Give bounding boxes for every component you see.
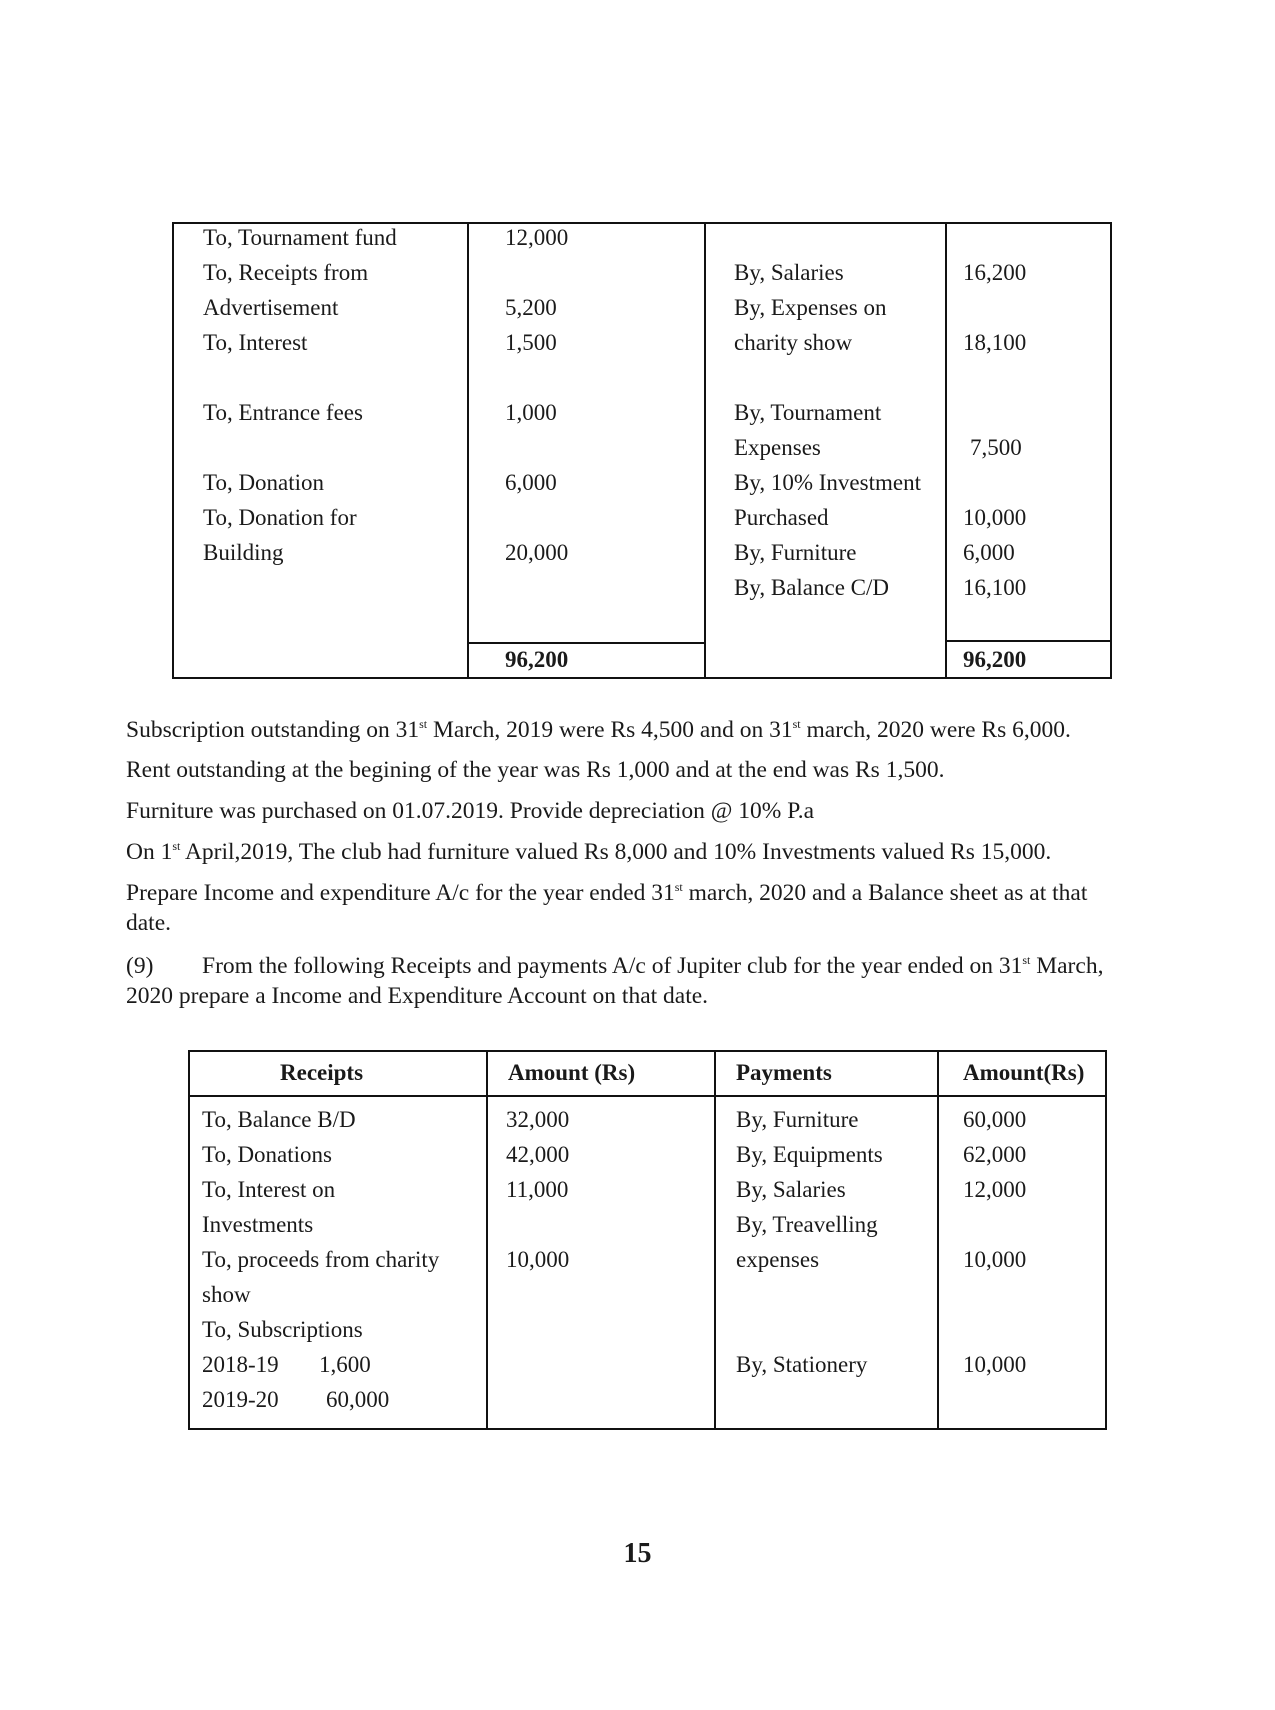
receipt-particular: To, Donation (203, 470, 325, 495)
payment-particular: By, Salaries (734, 260, 844, 285)
receipts-total: 96,200 (505, 647, 569, 672)
header-rule (190, 1095, 1105, 1097)
receipt-particular: To, Interest on (202, 1177, 336, 1202)
payment-amount: 18,100 (963, 330, 1027, 355)
payment-amount: 6,000 (963, 540, 1015, 565)
receipt-amount: 32,000 (506, 1107, 570, 1132)
payment-particular: By, Treavelling (736, 1212, 878, 1237)
receipt-particular: To, Tournament fund (203, 225, 397, 250)
column-divider (467, 224, 469, 677)
receipt-amount: 11,000 (506, 1177, 569, 1202)
receipt-particular: Advertisement (203, 295, 339, 320)
payment-particular: By, Expenses on (734, 295, 887, 320)
receipt-particular: To, Interest (203, 330, 308, 355)
payment-amount: 10,000 (963, 1247, 1027, 1272)
payment-particular: By, Stationery (736, 1352, 868, 1377)
receipt-particular: To, proceeds from charity (202, 1247, 440, 1272)
note-subscription-outstanding: Subscription outstanding on 31st March, 2019 were Rs 4,500 and on 31st march, 2020 were Rs 6,000. (126, 717, 1071, 743)
payment-particular: Expenses (734, 435, 821, 460)
payment-amount: 10,000 (963, 505, 1027, 530)
receipt-amount: 6,000 (505, 470, 557, 495)
receipt-amount: 5,200 (505, 295, 557, 320)
column-divider (945, 224, 947, 677)
column-divider (937, 1052, 939, 1428)
receipt-amount: 42,000 (506, 1142, 570, 1167)
payment-particular: By, Furniture (734, 540, 857, 565)
payments-total: 96,200 (963, 647, 1027, 672)
header-amount: Amount(Rs) (963, 1060, 1085, 1085)
receipt-amount: 1,000 (505, 400, 557, 425)
receipt-particular: To, Receipts from (203, 260, 369, 285)
receipt-particular: show (202, 1282, 251, 1307)
payment-particular: By, Salaries (736, 1177, 846, 1202)
column-divider (704, 224, 706, 677)
jupiter-club-receipts-payments-table (188, 1050, 1107, 1430)
payment-amount: 12,000 (963, 1177, 1027, 1202)
receipt-particular: To, Donations (202, 1142, 332, 1167)
note-prepare-instruction: Prepare Income and expenditure A/c for the year ended 31st march, 2020 and a Balance sheet as at that date. (126, 880, 1088, 936)
column-divider (714, 1052, 716, 1428)
receipt-particular: To, Balance B/D (202, 1107, 356, 1132)
payment-amount: 7,500 (970, 435, 1022, 460)
receipts-payments-table-continued (172, 222, 1112, 679)
payment-particular: By, 10% Investment (734, 470, 921, 495)
header-receipts: Receipts (280, 1060, 364, 1085)
header-payments: Payments (736, 1060, 832, 1085)
receipt-amount: 20,000 (505, 540, 569, 565)
receipt-particular: To, Donation for (203, 505, 357, 530)
question-number: (9) (126, 953, 154, 979)
payment-particular: charity show (734, 330, 853, 355)
payment-amount: 62,000 (963, 1142, 1027, 1167)
payment-amount: 10,000 (963, 1352, 1027, 1377)
total-rule (467, 642, 704, 644)
payment-particular: expenses (736, 1247, 820, 1272)
payment-amount: 60,000 (963, 1107, 1027, 1132)
header-amount: Amount (Rs) (508, 1060, 636, 1085)
note-rent-outstanding: Rent outstanding at the begining of the year was Rs 1,000 and at the end was Rs 1,500. (126, 757, 945, 783)
payment-particular: Purchased (734, 505, 829, 530)
column-divider (486, 1052, 488, 1428)
receipt-particular: To, Subscriptions (202, 1317, 363, 1342)
receipt-amount: 1,500 (505, 330, 557, 355)
page-number: 15 (623, 1538, 652, 1569)
receipt-particular: Investments (202, 1212, 314, 1237)
question-9: (9) From the following Receipts and payments A/c of Jupiter club for the year ended on 31st March, 2020 prepare a Income and Expenditure Account on that date. (126, 953, 1104, 1009)
payment-particular: By, Balance C/D (734, 575, 890, 600)
note-opening-assets: On 1st April,2019, The club had furniture valued Rs 8,000 and 10% Investments valued Rs 15,000. (126, 839, 1052, 865)
payment-particular: By, Equipments (736, 1142, 883, 1167)
note-furniture-depreciation: Furniture was purchased on 01.07.2019. Provide depreciation @ 10% P.a (126, 798, 814, 824)
receipt-amount: 10,000 (506, 1247, 570, 1272)
payment-amount: 16,100 (963, 575, 1027, 600)
receipt-particular: To, Entrance fees (203, 400, 363, 425)
receipt-amount: 12,000 (505, 225, 569, 250)
receipt-particular: Building (203, 540, 284, 565)
subscription-line: 2018-19 1,600 (202, 1352, 371, 1377)
payment-particular: By, Furniture (736, 1107, 859, 1132)
payment-particular: By, Tournament (734, 400, 882, 425)
subscription-line: 2019-20 60,000 (202, 1387, 390, 1412)
payment-amount: 16,200 (963, 260, 1027, 285)
